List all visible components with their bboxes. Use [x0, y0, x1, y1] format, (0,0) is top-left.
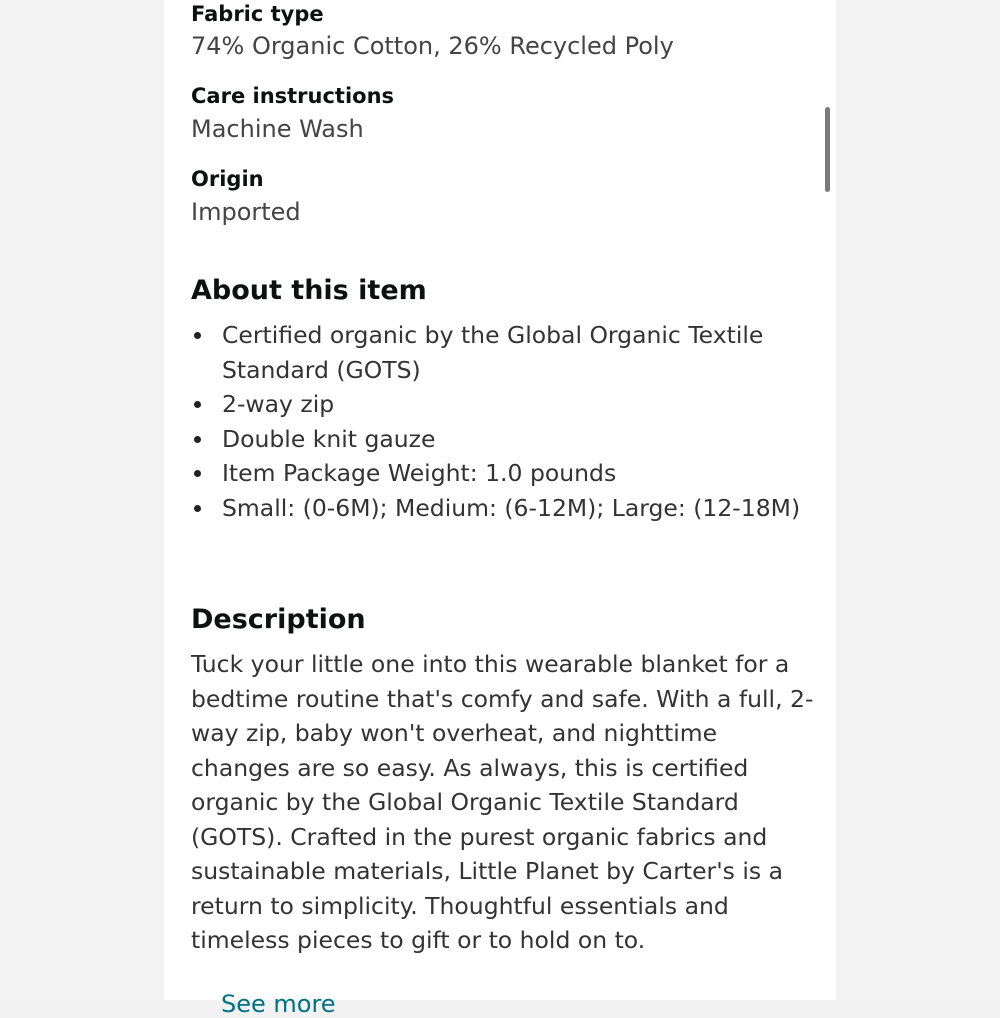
description-heading: Description	[191, 604, 366, 635]
right-margin	[836, 0, 1000, 1000]
about-bullet-item: Double knit gauze	[191, 422, 811, 457]
care-instructions-value: Machine Wash	[191, 115, 364, 143]
scrollbar-thumb[interactable]	[825, 107, 830, 192]
care-instructions-label: Care instructions	[191, 84, 395, 108]
about-bullet-item: Certified organic by the Global Organic Textile Standard (GOTS)	[191, 318, 811, 387]
about-bullet-list	[191, 318, 811, 525]
left-margin	[0, 0, 164, 1000]
about-bullet-item: Small: (0-6M); Medium: (6-12M); Large: (12-18M)	[191, 491, 811, 526]
fabric-type-value: 74% Organic Cotton, 26% Recycled Poly	[191, 32, 674, 60]
about-this-item-heading: About this item	[191, 275, 427, 306]
about-bullet-item: 2-way zip	[191, 387, 811, 422]
about-bullet-item: Item Package Weight: 1.0 pounds	[191, 456, 811, 491]
fabric-type-label: Fabric type	[191, 2, 324, 26]
origin-value: Imported	[191, 198, 301, 226]
origin-label: Origin	[191, 167, 264, 191]
product-page-screen	[164, 0, 836, 1018]
see-more-link[interactable]: See more	[221, 990, 336, 1018]
description-text: Tuck your little one into this wearable blanket for a bedtime routine that's comfy and safe. With a full, 2-way zip, baby won't overheat, and nighttime changes are so easy. As always, this is certified organic by the Global Organic Textile Standard (GOTS). Crafted in the purest organic fabrics and sustainable materials, Little Planet by Carter's is a return to simplicity. Thoughtful essentials and timeless pieces to gift or to hold on to.	[191, 650, 814, 954]
